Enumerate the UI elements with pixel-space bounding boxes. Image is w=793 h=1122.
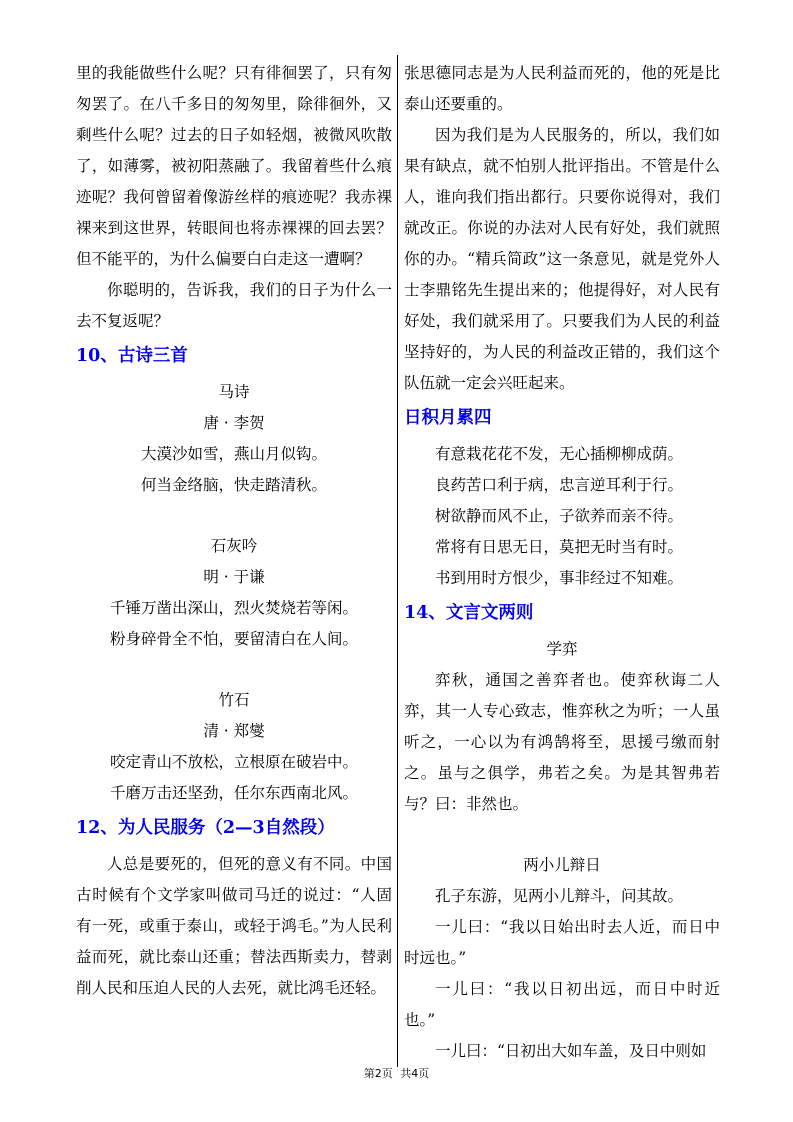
right-column [404, 58, 720, 1067]
text-title: 学弈 [546, 640, 578, 658]
poem-title: 竹石 [218, 691, 250, 709]
paragraph: 你聪明的，告诉我，我们的日子为什么一去不复返呢？ [76, 281, 392, 330]
page-footer [0, 1066, 793, 1082]
paragraph: 一儿曰：“我以日始出时去人近，而日中时远也。” [404, 918, 720, 967]
paragraph: 因为我们是为人民服务的，所以，我们如果有缺点，就不怕别人批评指出。不管是什么人，谁向我们指出都行。只要你说得对，我们就改正。你说的办法对人民有好处，我们就照你的办。“精兵简政”这一条意见，就是党外人士李鼎铭先生提出来的；他提得好，对人民有好处，我们就采用了。只要我们为人民的利益坚持好的，为人民的利益改正错的，我们这个队伍就一定会兴旺起来。 [404, 126, 720, 392]
paragraph: 张思德同志是为人民利益而死的，他的死是比泰山还要重的。 [404, 64, 720, 113]
poem-title: 马诗 [218, 383, 250, 401]
poem-line: 大漠沙如雪，燕山月似钩。 [140, 445, 327, 463]
saying-line: 树欲静而风不止，子欲养而亲不待。 [435, 507, 684, 525]
poem-line: 粉身碎骨全不怕，要留清白在人间。 [109, 630, 358, 648]
paragraph: 弈秋，通国之善弈者也。使弈秋诲二人弈，其一人专心致志，惟弈秋之为听；一人虽听之，一心以为有鸿鹄将至，思援弓缴而射之。虽与之俱学，弗若之矣。为是其智弗若与？曰：非然也。 [404, 671, 720, 813]
paragraph: 一儿曰：“日初出大如车盖，及日中则如 [435, 1042, 707, 1060]
section-heading: 10、古诗三首 [76, 346, 188, 366]
section-heading: 日积月累四 [404, 408, 492, 428]
paragraph: 孔子东游，见两小儿辩斗，问其故。 [435, 887, 684, 905]
poem-line: 咬定青山不放松，立根原在破岩中。 [109, 753, 358, 771]
text-title: 两小儿辩日 [523, 856, 601, 874]
saying-line: 常将有日思无日，莫把无时当有时。 [435, 538, 684, 556]
saying-line: 书到用时方恨少，事非经过不知难。 [435, 569, 684, 587]
poem-author: 清 · 郑燮 [203, 722, 265, 740]
saying-line: 良药苦口利于病，忠言逆耳利于行。 [435, 476, 684, 494]
poem-line: 千锤万凿出深山，烈火焚烧若等闲。 [109, 599, 358, 617]
poem-author: 唐 · 李贺 [203, 414, 265, 432]
page-number: 第2页 [363, 1067, 393, 1080]
saying-line: 有意栽花花不发，无心插柳柳成荫。 [435, 445, 684, 463]
left-column [76, 58, 392, 1004]
column-divider [397, 55, 398, 1067]
poem-author: 明 · 于谦 [203, 568, 265, 586]
paragraph: 人总是要死的，但死的意义有不同。中国古时候有个文学家叫做司马迁的说过：“人固有一死，或重于泰山，或轻于鸿毛。”为人民利益而死，就比泰山还重；替法西斯卖力，替剥削人民和压迫人民的人去死，就比鸿毛还轻。 [76, 855, 392, 997]
poem-line: 千磨万击还坚劲，任尔东西南北风。 [109, 784, 358, 802]
poem-title: 石灰吟 [210, 537, 258, 555]
section-heading: 12、为人民服务（2—3自然段） [76, 818, 335, 838]
section-heading: 14、文言文两则 [404, 603, 534, 623]
poem-line: 何当金络脑，快走踏清秋。 [140, 476, 327, 494]
paragraph: 里的我能做些什么呢？只有徘徊罢了，只有匆匆罢了。在八千多日的匆匆里，除徘徊外，又剩些什么呢？过去的日子如轻烟，被微风吹散了，如薄雾，被初阳蒸融了。我留着些什么痕迹呢？我何曾留着像游丝样的痕迹呢？我赤裸裸来到这世界，转眼间也将赤裸裸的回去罢？但不能平的，为什么偏要白白走这一遭啊？ [76, 64, 392, 268]
paragraph: 一儿曰：“我以日初出远，而日中时近也。” [404, 980, 720, 1029]
page-total: 共4页 [400, 1067, 430, 1080]
